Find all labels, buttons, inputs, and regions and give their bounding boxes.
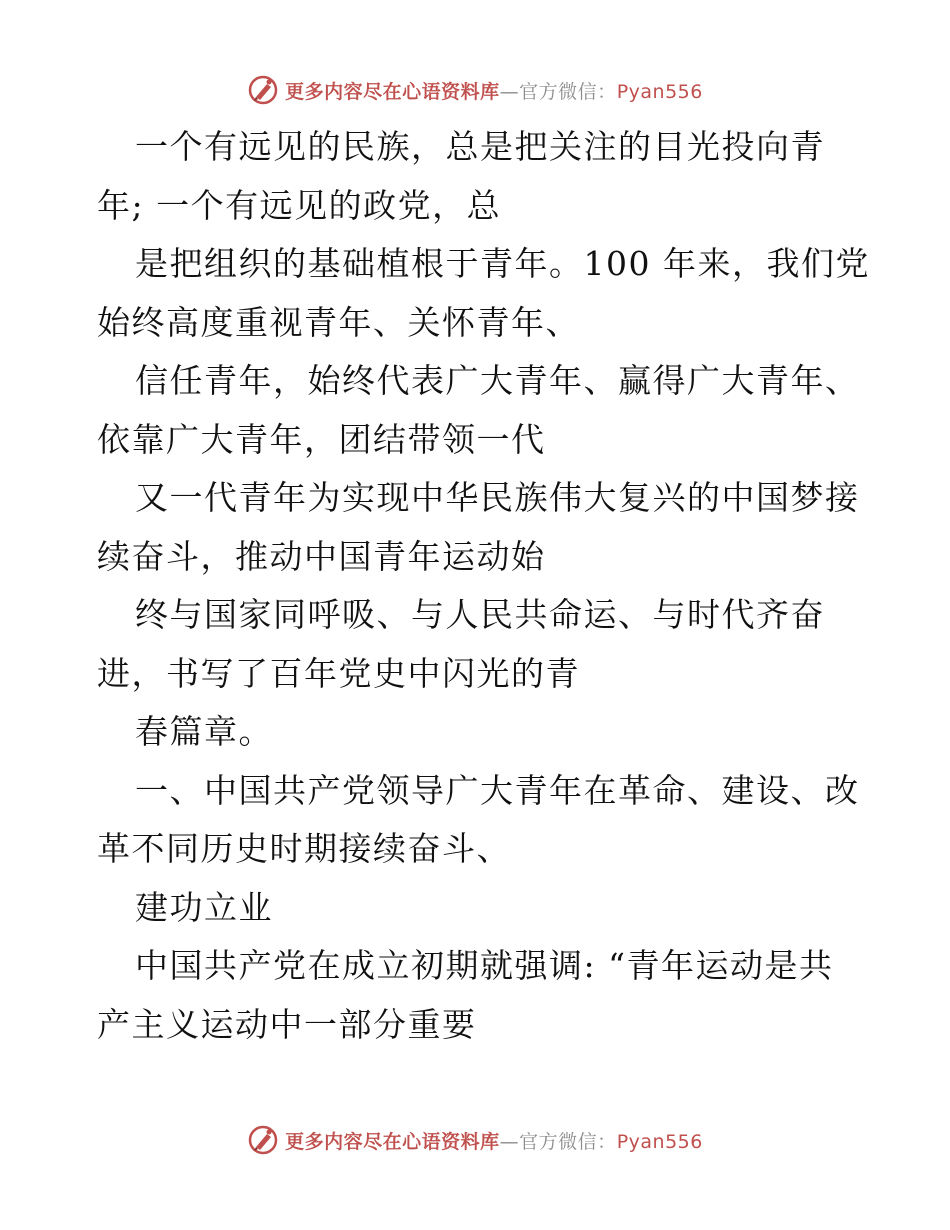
watermark-wechat-label: —官方微信：	[499, 80, 617, 103]
document-body	[97, 118, 870, 1054]
text-line: 是把组织的基础植根于青年。100 年来，我们党	[135, 244, 870, 283]
watermark-site-name: 更多内容尽在心语资料库	[285, 1130, 500, 1153]
watermark-wechat-id: Pyan556	[616, 1130, 703, 1153]
watermark-wechat-id: Pyan556	[616, 80, 703, 103]
text-line: 建功立业	[135, 887, 273, 927]
pen-logo-icon	[247, 74, 279, 106]
text-line: 续奋斗，推动中国青年运动始	[97, 536, 546, 576]
text-line: 革不同历史时期接续奋斗、	[97, 829, 511, 868]
text-line: 进，书写了百年党史中闪光的青	[97, 653, 580, 693]
text-line: 依靠广大青年，团结带领一代	[97, 419, 546, 459]
footer-watermark	[0, 1120, 950, 1160]
text-line: 又一代青年为实现中华民族伟大复兴的中国梦接	[135, 478, 860, 517]
text-line: 春篇章。	[135, 712, 273, 751]
text-line: 中国共产党在成立初期就强调: “青年运动是共	[135, 946, 834, 985]
text-line: 一个有远见的民族，总是把关注的目光投向青	[135, 127, 825, 166]
text-line: 产主义运动中一部分重要	[97, 1004, 477, 1044]
text-line: 终与国家同呼吸、与人民共命运、与时代齐奋	[135, 595, 825, 634]
text-line: 一、中国共产党领导广大青年在革命、建设、改	[135, 770, 860, 810]
text-line: 始终高度重视青年、关怀青年、	[97, 302, 580, 342]
header-watermark	[0, 70, 950, 110]
watermark-wechat-label: —官方微信：	[499, 1130, 617, 1153]
text-line: 年; 一个有远见的政党，总	[97, 185, 502, 225]
watermark-text	[285, 77, 703, 104]
watermark-site-name: 更多内容尽在心语资料库	[285, 80, 500, 103]
text-line: 信任青年，始终代表广大青年、赢得广大青年、	[135, 361, 860, 400]
pen-logo-icon	[247, 1124, 279, 1156]
watermark-text	[285, 1127, 703, 1154]
